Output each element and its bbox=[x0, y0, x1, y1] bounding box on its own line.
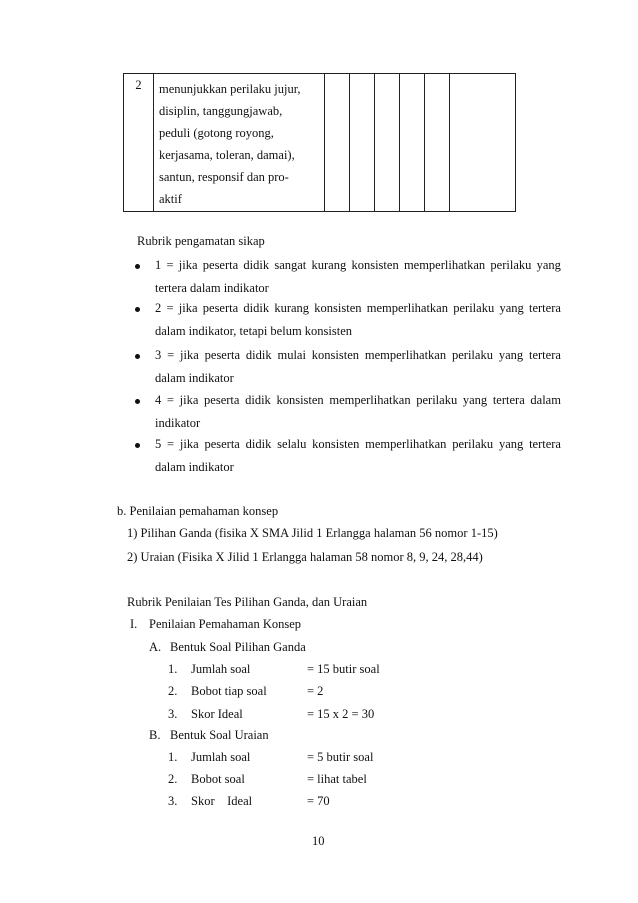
table-cell-empty bbox=[325, 74, 350, 212]
word: jika bbox=[178, 301, 198, 315]
part-a-row-num: 3. bbox=[168, 707, 178, 721]
word: perilaku bbox=[490, 258, 532, 272]
word: memperlihatkan bbox=[403, 258, 486, 272]
part-a-row-label: Jumlah soal bbox=[191, 662, 251, 676]
word: jika bbox=[179, 393, 199, 407]
part-a-row-value: = 15 butir soal bbox=[307, 662, 380, 676]
part-b-row-label: Skor Ideal bbox=[191, 794, 253, 808]
word: konsisten bbox=[314, 301, 362, 315]
word: peserta bbox=[204, 393, 240, 407]
word: peserta bbox=[202, 301, 239, 315]
bullet-icon bbox=[135, 264, 140, 269]
table-cell-empty bbox=[450, 74, 516, 212]
table-cell-number: 2 bbox=[124, 74, 154, 212]
word: tertera bbox=[492, 393, 525, 407]
rubric-item-line2: dalam indikator bbox=[155, 460, 234, 474]
rubric-title: Rubrik pengamatan sikap bbox=[137, 234, 265, 248]
rubric-item-line1 bbox=[155, 393, 561, 408]
rubric-item-line1 bbox=[155, 437, 561, 452]
word: 1 bbox=[155, 258, 162, 272]
description-line: kerjasama, toleran, damai), bbox=[159, 148, 295, 162]
word: tertera bbox=[528, 301, 561, 315]
table-cell-empty bbox=[350, 74, 375, 212]
table-cell-description bbox=[154, 74, 325, 212]
rubric-item-line2: indikator bbox=[155, 416, 201, 430]
part-b-row-value: = 70 bbox=[307, 794, 330, 808]
table-row bbox=[124, 74, 516, 212]
word: didik bbox=[243, 258, 270, 272]
word: didik bbox=[245, 348, 272, 362]
word: mulai bbox=[277, 348, 306, 362]
word: jika bbox=[179, 437, 199, 451]
word: perilaku bbox=[452, 437, 494, 451]
part-b-marker: B. bbox=[149, 728, 161, 742]
word: yang bbox=[498, 348, 524, 362]
word: dalam bbox=[530, 393, 561, 407]
part-b-label: Bentuk Soal Uraian bbox=[170, 728, 269, 742]
rubric-item-line2: dalam indikator bbox=[155, 371, 234, 385]
word: memperlihatkan bbox=[365, 437, 447, 451]
word: jika bbox=[178, 258, 198, 272]
bullet-icon bbox=[135, 399, 140, 404]
section-b-item: 2) Uraian (Fisika X Jilid 1 Erlangga halaman 58 nomor 8, 9, 24, 28,44) bbox=[127, 550, 483, 564]
word: 2 bbox=[155, 301, 162, 315]
word: yang bbox=[462, 393, 488, 407]
part-a-row-label: Skor Ideal bbox=[191, 707, 243, 721]
word: = bbox=[167, 437, 175, 451]
word: didik bbox=[245, 393, 271, 407]
part-a-row-value: = 2 bbox=[307, 684, 324, 698]
attitude-table bbox=[123, 73, 516, 212]
word: tertera bbox=[528, 348, 561, 362]
word: = bbox=[167, 348, 175, 362]
description-line: menunjukkan perilaku jujur, bbox=[159, 82, 301, 96]
word: konsisten bbox=[312, 437, 360, 451]
part-b-row-num: 3. bbox=[168, 794, 178, 808]
word: konsisten bbox=[351, 258, 399, 272]
description-line: aktif bbox=[159, 192, 182, 206]
word: perilaku bbox=[416, 393, 458, 407]
section-b-title: b. Penilaian pemahaman konsep bbox=[117, 504, 279, 518]
word: yang bbox=[498, 437, 524, 451]
word: 3 bbox=[155, 348, 162, 362]
rubric-item-line1 bbox=[155, 258, 561, 273]
part-b-row-label: Bobot soal bbox=[191, 772, 245, 786]
rubric-item-line2: tertera dalam indikator bbox=[155, 281, 269, 295]
part-b-row-label: Jumlah soal bbox=[191, 750, 251, 764]
table-cell-empty bbox=[425, 74, 450, 212]
part-b-row-value: = 5 butir soal bbox=[307, 750, 374, 764]
word: yang bbox=[499, 301, 524, 315]
word: perilaku bbox=[453, 301, 495, 315]
rubric-item-line2: dalam indikator, tetapi belum konsisten bbox=[155, 324, 353, 338]
word: yang bbox=[536, 258, 561, 272]
rubric-item-line1 bbox=[155, 348, 561, 363]
roman-marker: I. bbox=[130, 617, 138, 631]
description-line: santun, responsif dan pro- bbox=[159, 170, 289, 184]
word: kurang bbox=[311, 258, 347, 272]
description-line: peduli (gotong royong, bbox=[159, 126, 274, 140]
part-b-row-num: 2. bbox=[168, 772, 178, 786]
word: konsisten bbox=[276, 393, 324, 407]
word: peserta bbox=[204, 437, 240, 451]
part-a-label: Bentuk Soal Pilihan Ganda bbox=[170, 640, 306, 654]
word: selalu bbox=[277, 437, 307, 451]
table-cell-empty bbox=[375, 74, 400, 212]
word: sangat bbox=[274, 258, 307, 272]
rubric2-title: Rubrik Penilaian Tes Pilihan Ganda, dan Uraian bbox=[127, 595, 368, 609]
word: jika bbox=[180, 348, 199, 362]
word: = bbox=[166, 393, 174, 407]
part-b-row-value: = lihat tabel bbox=[307, 772, 367, 786]
part-a-marker: A. bbox=[149, 640, 162, 654]
word: konsisten bbox=[311, 348, 360, 362]
page-number: 10 bbox=[312, 834, 325, 848]
word: perilaku bbox=[451, 348, 493, 362]
part-a-row-label: Bobot tiap soal bbox=[191, 684, 267, 698]
word: memperlihatkan bbox=[329, 393, 411, 407]
word: didik bbox=[245, 437, 272, 451]
word: = bbox=[166, 301, 174, 315]
bullet-icon bbox=[135, 307, 140, 312]
word: peserta bbox=[204, 348, 241, 362]
table-cell-empty bbox=[400, 74, 425, 212]
word: tertera bbox=[529, 437, 561, 451]
part-a-row-num: 1. bbox=[168, 662, 178, 676]
word: = bbox=[166, 258, 174, 272]
word: memperlihatkan bbox=[366, 301, 448, 315]
roman-label: Penilaian Pemahaman Konsep bbox=[149, 617, 302, 631]
word: peserta bbox=[202, 258, 239, 272]
bullet-icon bbox=[135, 443, 140, 448]
word: memperlihatkan bbox=[364, 348, 447, 362]
rubric-item-line1 bbox=[155, 301, 561, 316]
section-b-item: 1) Pilihan Ganda (fisika X SMA Jilid 1 Erlangga halaman 56 nomor 1-15) bbox=[127, 526, 498, 540]
part-a-row-num: 2. bbox=[168, 684, 178, 698]
word: didik bbox=[243, 301, 270, 315]
word: kurang bbox=[274, 301, 310, 315]
part-b-row-num: 1. bbox=[168, 750, 178, 764]
part-a-row-value: = 15 x 2 = 30 bbox=[307, 707, 375, 721]
word: 5 bbox=[155, 437, 162, 451]
word: 4 bbox=[155, 393, 162, 407]
bullet-icon bbox=[135, 354, 140, 359]
description-line: disiplin, tanggungjawab, bbox=[159, 104, 283, 118]
